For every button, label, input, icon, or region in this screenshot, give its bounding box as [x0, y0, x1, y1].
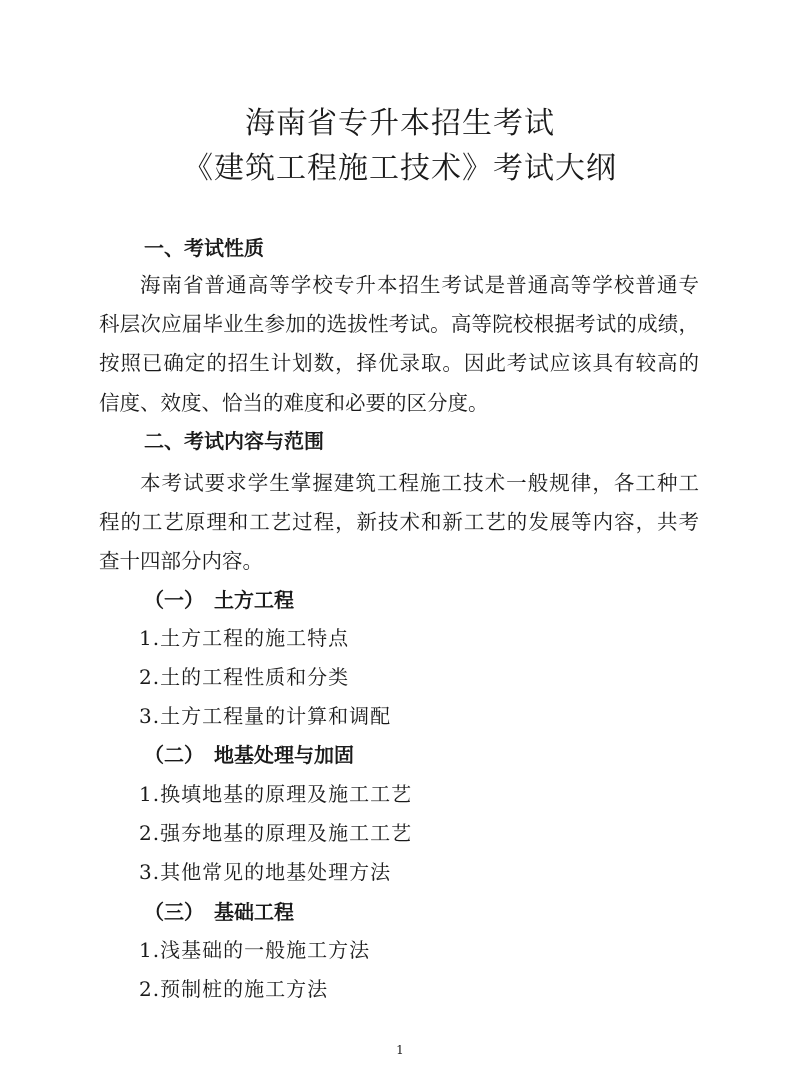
- section1-paragraph-line: 按照已确定的招生计划数，择优录取。因此考试应该具有较高的: [99, 351, 699, 375]
- list-item: 1.土方工程的施工特点: [139, 626, 350, 650]
- part1-heading: [144, 584, 294, 613]
- section2-heading: 二、考试内容与范围: [144, 429, 324, 453]
- document-title-line1: 海南省专升本招生考试: [245, 106, 555, 141]
- part-name: 土方工程: [214, 588, 294, 612]
- section2-paragraph-line: 本考试要求学生掌握建筑工程施工技术一般规律，各工种工: [140, 471, 699, 495]
- section2-paragraph-line: 程的工艺原理和工艺过程，新技术和新工艺的发展等内容，共考: [99, 510, 699, 534]
- list-item: 2.土的工程性质和分类: [139, 665, 350, 689]
- section1-paragraph-line: 信度、效度、恰当的难度和必要的区分度。: [99, 391, 489, 415]
- section2-paragraph-line: 查十四部分内容。: [99, 549, 263, 573]
- section1-heading: 一、考试性质: [144, 236, 264, 260]
- document-title-line2: 《建筑工程施工技术》考试大纲: [183, 151, 617, 186]
- page-number: 1: [396, 1043, 404, 1057]
- list-item: 3.其他常见的地基处理方法: [139, 860, 392, 884]
- section1-paragraph-line: 海南省普通高等学校专升本招生考试是普通高等学校普通专: [140, 273, 699, 297]
- part2-heading: [144, 739, 354, 768]
- list-item: 3.土方工程量的计算和调配: [139, 704, 392, 728]
- list-item: 1.浅基础的一般施工方法: [139, 938, 371, 962]
- list-item: 2.强夯地基的原理及施工工艺: [139, 821, 413, 845]
- part-name: 地基处理与加固: [214, 743, 354, 767]
- section1-paragraph-line: 科层次应届毕业生参加的选拔性考试。高等院校根据考试的成绩，: [99, 312, 699, 336]
- part-number: （二）: [144, 743, 204, 767]
- part-number: （一）: [144, 588, 204, 612]
- part3-heading: [144, 896, 294, 925]
- list-item: 1.换填地基的原理及施工工艺: [139, 782, 413, 806]
- part-number: （三）: [144, 900, 204, 924]
- part-name: 基础工程: [214, 900, 294, 924]
- list-item: 2.预制桩的施工方法: [139, 977, 329, 1001]
